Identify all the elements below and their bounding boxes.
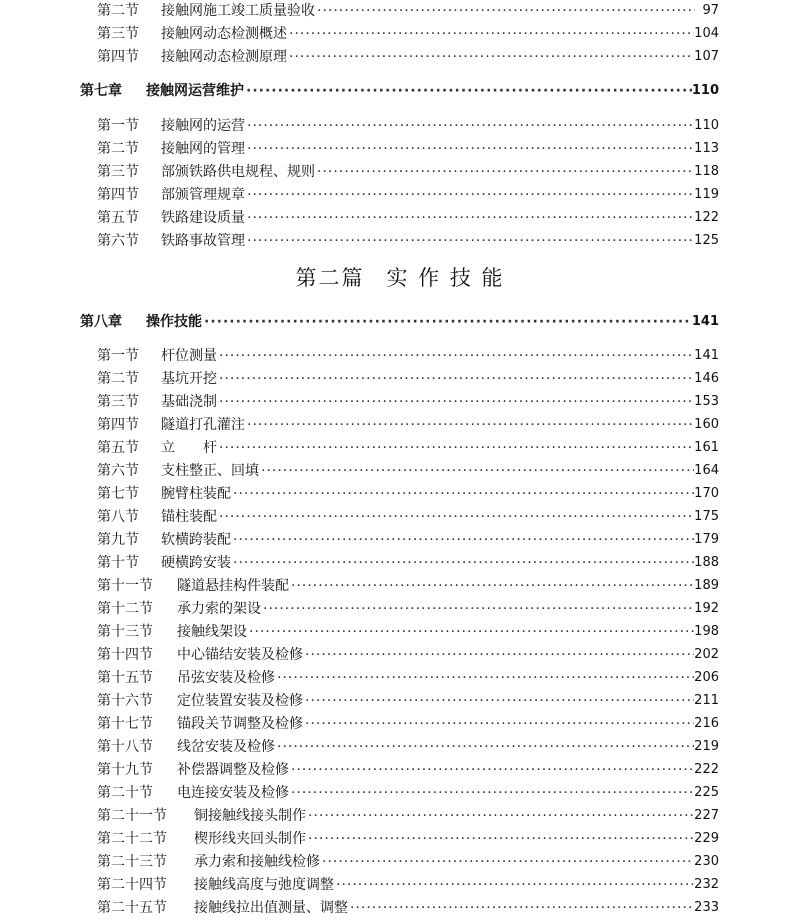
dot-leader — [245, 415, 694, 435]
part-heading — [0, 262, 800, 292]
entry-title: 硬横跨安装 — [161, 555, 231, 571]
dot-leader — [261, 599, 694, 619]
entry-label: 第十一节 — [97, 578, 153, 594]
toc-entry — [97, 116, 719, 136]
toc-entry — [97, 346, 719, 366]
dot-leader — [306, 829, 694, 849]
dot-leader — [289, 760, 694, 780]
entry-page: 118 — [694, 164, 719, 179]
entry-title: 线岔安装及检修 — [177, 739, 275, 755]
toc-entry — [97, 392, 719, 412]
entry-page: 219 — [694, 739, 719, 754]
toc-entry — [97, 162, 719, 182]
dot-leader — [315, 162, 694, 182]
entry-label: 第十节 — [97, 555, 139, 571]
entry-page: 97 — [702, 3, 719, 18]
entry-page: 233 — [694, 900, 719, 915]
toc-entry — [97, 852, 719, 872]
dot-leader — [275, 737, 694, 757]
toc-entry — [97, 668, 719, 688]
dot-leader — [275, 668, 694, 688]
dot-leader — [320, 852, 694, 872]
entry-title: 接触网施工竣工质量验收 — [161, 3, 315, 19]
toc-entry — [97, 24, 719, 44]
dot-leader — [303, 645, 694, 665]
toc-entry — [97, 1, 719, 21]
entry-label: 第二十五节 — [97, 900, 167, 916]
dot-leader — [217, 507, 694, 527]
entry-title: 接触网的管理 — [161, 141, 245, 157]
dot-leader — [315, 1, 695, 21]
entry-page: 107 — [694, 49, 719, 64]
entry-title: 楔形线夹回头制作 — [194, 831, 306, 847]
entry-title: 接触线高度与弛度调整 — [194, 877, 334, 893]
entry-page: 125 — [694, 233, 719, 248]
dot-leader — [289, 783, 694, 803]
entry-title: 承力索的架设 — [177, 601, 261, 617]
entry-title: 支柱整正、回填 — [161, 463, 259, 479]
entry-page: 188 — [694, 555, 719, 570]
entry-label: 第三节 — [97, 164, 139, 180]
entry-label: 第三节 — [97, 394, 139, 410]
toc-entry — [97, 737, 719, 757]
dot-leader — [259, 461, 694, 481]
entry-label: 第六节 — [97, 233, 139, 249]
entry-label: 第九节 — [97, 532, 139, 548]
dot-leader — [244, 81, 692, 101]
entry-page: 104 — [694, 26, 719, 41]
chapter-title: 操作技能 — [146, 314, 202, 330]
entry-title: 中心锚结安装及检修 — [177, 647, 303, 663]
entry-page: 192 — [694, 601, 719, 616]
entry-title: 接触线拉出值测量、调整 — [194, 900, 348, 916]
entry-title: 锚段关节调整及检修 — [177, 716, 303, 732]
entry-page: 211 — [694, 693, 719, 708]
entry-page: 202 — [694, 647, 719, 662]
dot-leader — [306, 806, 694, 826]
toc-entry — [97, 714, 719, 734]
toc-entry — [97, 783, 719, 803]
entry-label: 第四节 — [97, 187, 139, 203]
toc-entry — [97, 576, 719, 596]
entry-page: 198 — [694, 624, 719, 639]
entry-label: 第四节 — [97, 49, 139, 65]
entry-label: 第一节 — [97, 118, 139, 134]
chapter-label: 第八章 — [80, 314, 122, 330]
entry-label: 第一节 — [97, 348, 139, 364]
entry-page: 122 — [694, 210, 719, 225]
dot-leader — [247, 622, 694, 642]
dot-leader — [348, 898, 694, 918]
toc-entry — [97, 829, 719, 849]
dot-leader — [245, 139, 694, 159]
dot-leader — [287, 24, 694, 44]
toc-entry — [97, 806, 719, 826]
entry-label: 第十二节 — [97, 601, 153, 617]
toc-entry — [97, 185, 719, 205]
entry-label: 第八节 — [97, 509, 139, 525]
entry-label: 第二十一节 — [97, 808, 167, 824]
entry-page: 216 — [694, 716, 719, 731]
dot-leader — [231, 530, 694, 550]
toc-entry — [97, 208, 719, 228]
entry-label: 第四节 — [97, 417, 139, 433]
dot-leader — [217, 438, 694, 458]
entry-title: 接触线架设 — [177, 624, 247, 640]
dot-leader — [231, 553, 694, 573]
entry-title: 接触网动态检测原理 — [161, 49, 287, 65]
entry-page: 175 — [694, 509, 719, 524]
chapter-heading — [80, 312, 719, 332]
entry-page: 227 — [694, 808, 719, 823]
entry-label: 第二节 — [97, 3, 139, 19]
entry-page: 222 — [694, 762, 719, 777]
entry-page: 206 — [694, 670, 719, 685]
entry-label: 第十四节 — [97, 647, 153, 663]
entry-label: 第二十二节 — [97, 831, 167, 847]
entry-title: 补偿器调整及检修 — [177, 762, 289, 778]
part-title: 实 作 技 能 — [386, 266, 505, 290]
entry-label: 第十五节 — [97, 670, 153, 686]
entry-title: 铜接触线接头制作 — [194, 808, 306, 824]
entry-title: 基坑开挖 — [161, 371, 217, 387]
entry-title: 隧道打孔灌注 — [161, 417, 245, 433]
entry-title: 部颁管理规章 — [161, 187, 245, 203]
entry-title: 接触网动态检测概述 — [161, 26, 287, 42]
entry-label: 第二十四节 — [97, 877, 167, 893]
entry-label: 第十九节 — [97, 762, 153, 778]
entry-page: 230 — [694, 854, 719, 869]
entry-page: 146 — [694, 371, 719, 386]
entry-title: 腕臂柱装配 — [161, 486, 231, 502]
toc-entry — [97, 369, 719, 389]
entry-title: 杆位测量 — [161, 348, 217, 364]
entry-title: 承力索和接触线检修 — [194, 854, 320, 870]
entry-label: 第十六节 — [97, 693, 153, 709]
entry-label: 第二节 — [97, 371, 139, 387]
dot-leader — [217, 346, 694, 366]
dot-leader — [287, 47, 694, 67]
entry-title: 接触网的运营 — [161, 118, 245, 134]
dot-leader — [245, 185, 694, 205]
entry-label: 第十八节 — [97, 739, 153, 755]
toc-entry — [97, 691, 719, 711]
entry-page: 153 — [694, 394, 719, 409]
toc-entry — [97, 875, 719, 895]
toc-entry — [97, 484, 719, 504]
dot-leader — [303, 714, 694, 734]
entry-title: 吊弦安装及检修 — [177, 670, 275, 686]
entry-title: 基础浇制 — [161, 394, 217, 410]
chapter-label: 第七章 — [80, 83, 122, 99]
entry-label: 第十三节 — [97, 624, 153, 640]
entry-title: 定位装置安装及检修 — [177, 693, 303, 709]
dot-leader — [217, 392, 694, 412]
entry-label: 第五节 — [97, 210, 139, 226]
dot-leader — [289, 576, 694, 596]
chapter-page: 141 — [691, 314, 719, 329]
toc-entry — [97, 599, 719, 619]
toc-entry — [97, 415, 719, 435]
dot-leader — [231, 484, 694, 504]
entry-page: 225 — [694, 785, 719, 800]
chapter-page: 110 — [691, 83, 719, 98]
entry-label: 第十七节 — [97, 716, 153, 732]
toc-entry — [97, 645, 719, 665]
entry-label: 第六节 — [97, 463, 139, 479]
entry-label: 第二十三节 — [97, 854, 167, 870]
dot-leader — [202, 312, 692, 332]
dot-leader — [245, 208, 694, 228]
entry-page: 119 — [694, 187, 719, 202]
entry-label: 第五节 — [97, 440, 139, 456]
entry-page: 141 — [694, 348, 719, 363]
entry-label: 第二十节 — [97, 785, 153, 801]
chapter-title: 接触网运营维护 — [146, 83, 244, 99]
toc-entry — [97, 231, 719, 251]
entry-label: 第三节 — [97, 26, 139, 42]
toc-entry — [97, 438, 719, 458]
toc-entry — [97, 760, 719, 780]
toc-entry — [97, 507, 719, 527]
toc-entry — [97, 461, 719, 481]
entry-title: 立 杆 — [161, 440, 217, 456]
entry-title: 铁路事故管理 — [161, 233, 245, 249]
entry-page: 113 — [694, 141, 719, 156]
dot-leader — [245, 116, 694, 136]
entry-page: 160 — [694, 417, 719, 432]
toc-entry — [97, 530, 719, 550]
entry-page: 110 — [694, 118, 719, 133]
toc-entry — [97, 47, 719, 67]
dot-leader — [303, 691, 694, 711]
toc-entry — [97, 139, 719, 159]
entry-label: 第七节 — [97, 486, 139, 502]
entry-page: 179 — [694, 532, 719, 547]
entry-page: 189 — [694, 578, 719, 593]
entry-title: 软横跨装配 — [161, 532, 231, 548]
chapter-heading — [80, 81, 719, 101]
entry-page: 170 — [694, 486, 719, 501]
dot-leader — [334, 875, 694, 895]
toc-entry — [97, 553, 719, 573]
toc-entry — [97, 622, 719, 642]
entry-page: 229 — [694, 831, 719, 846]
entry-title: 锚柱装配 — [161, 509, 217, 525]
entry-page: 232 — [694, 877, 719, 892]
dot-leader — [245, 231, 694, 251]
entry-page: 164 — [694, 463, 719, 478]
entry-title: 部颁铁路供电规程、规则 — [161, 164, 315, 180]
entry-title: 铁路建设质量 — [161, 210, 245, 226]
dot-leader — [217, 369, 694, 389]
entry-label: 第二节 — [97, 141, 139, 157]
entry-page: 161 — [694, 440, 719, 455]
entry-title: 电连接安装及检修 — [177, 785, 289, 801]
toc-entry — [97, 898, 719, 918]
entry-title: 隧道悬挂构件装配 — [177, 578, 289, 594]
part-label: 第二篇 — [295, 266, 365, 290]
